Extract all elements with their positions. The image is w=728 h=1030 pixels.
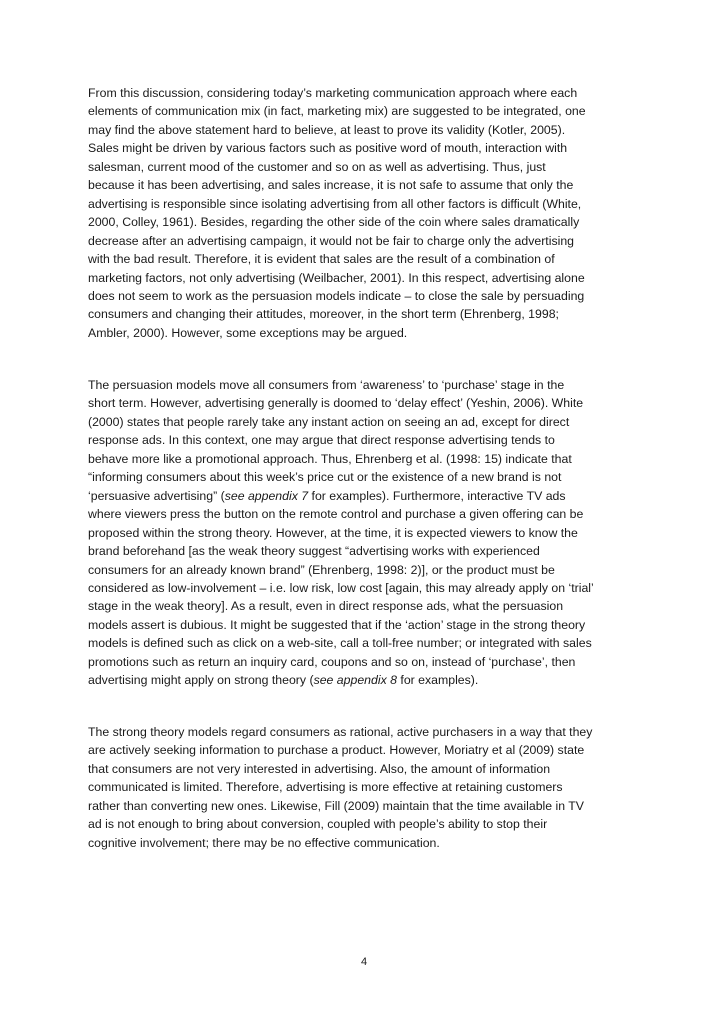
- text-line: stage in the weak theory]. As a result, even in direct response ads, what the persuasion: [88, 599, 564, 614]
- text-line: advertising is responsible since isolating advertising from all other factors is difficult (White,: [88, 196, 582, 211]
- text-line: because it has been advertising, and sales increase, it is not safe to assume that only the: [88, 178, 574, 193]
- text-line: that consumers are not very interested in advertising. Also, the amount of information: [88, 761, 551, 776]
- paragraph-strong-theory: [88, 723, 648, 852]
- text-line: The strong theory models regard consumers as rational, active purchasers in a way that they: [88, 725, 593, 739]
- text-line: Ambler, 2000). However, some exceptions may be argued.: [88, 325, 408, 340]
- text-line: response ads. In this context, one may argue that direct response advertising tends to: [88, 433, 555, 448]
- text-line: rather than converting new ones. Likewise, Fill (2009) maintain that the time available in TV: [88, 798, 585, 813]
- text-line: “informing consumers about this week’s price cut or the existence of a new brand is not: [88, 470, 562, 485]
- text-run: advertising might apply on strong theory (: [88, 673, 314, 688]
- text-run: for examples). Furthermore, interactive TV ads: [308, 488, 566, 503]
- text-line: cognitive involvement; there may be no effective communication.: [88, 835, 440, 850]
- text-run: ‘persuasive advertising” (: [88, 488, 225, 503]
- text-line: consumers and changing their attitudes, moreover, in the short term (Ehrenberg, 1998;: [88, 307, 559, 322]
- text-line: [88, 671, 648, 689]
- text-line: salesman, current mood of the customer and so on as well as advertising. Thus, just: [88, 159, 546, 174]
- text-line: consumers for an already known brand” (Ehrenberg, 1998: 2)], or the product must be: [88, 562, 555, 577]
- text-line: (2000) states that people rarely take any instant action on seeing an ad, except for direct: [88, 414, 570, 429]
- text-line: does not seem to work as the persuasion models indicate – to close the sale by persuading: [88, 288, 585, 303]
- appendix-reference: see appendix 8: [313, 673, 397, 688]
- text-line: short term. However, advertising generally is doomed to ‘delay effect’ (Yeshin, 2006). White: [88, 396, 584, 411]
- text-run: for examples).: [396, 673, 479, 688]
- text-line: Sales might be driven by various factors such as positive word of mouth, interaction with: [88, 141, 568, 156]
- appendix-reference: see appendix 7: [224, 488, 309, 503]
- text-line: decrease after an advertising campaign, it would not be fair to charge only the advertising: [88, 233, 575, 248]
- text-line: marketing factors, not only advertising (Weilbacher, 2001). In this respect, advertising alone: [88, 270, 585, 285]
- text-line: brand beforehand [as the weak theory suggest “advertising works with experienced: [88, 544, 540, 559]
- text-line: elements of communication mix (in fact, marketing mix) are suggested to be integrated, one: [88, 104, 586, 119]
- text-line: From this discussion, considering today’s marketing communication approach where each: [88, 86, 578, 100]
- text-line: models assert is dubious. It might be suggested that if the ‘action’ stage in the strong theory: [88, 617, 586, 632]
- paragraph-persuasion-models: [88, 376, 648, 690]
- text-line: are actively seeking information to purchase a product. However, Moriatry et al (2009) state: [88, 743, 585, 758]
- text-line: where viewers press the button on the remote control and purchase a given offering can be: [88, 507, 584, 522]
- text-line: The persuasion models move all consumers from ‘awareness’ to ‘purchase’ stage in the: [88, 378, 565, 392]
- text-line: may find the above statement hard to believe, at least to prove its validity (Kotler, 2005).: [88, 122, 566, 137]
- text-line: [88, 487, 648, 505]
- text-line: proposed within the strong theory. However, at the time, it is expected viewers to know the: [88, 525, 578, 540]
- page-number: 4: [360, 956, 368, 968]
- text-line: 2000, Colley, 1961). Besides, regarding the other side of the coin where sales dramatically: [88, 215, 580, 230]
- text-line: behave more like a promotional approach. Thus, Ehrenberg et al. (1998: 15) indicate that: [88, 451, 572, 466]
- text-line: promotions such as return an inquiry card, coupons and so on, instead of ‘purchase’, then: [88, 654, 576, 669]
- text-line: communicated is limited. Therefore, advertising is more effective at retaining customers: [88, 780, 563, 795]
- text-line: with the bad result. Therefore, it is evident that sales are the result of a combination of: [88, 252, 555, 267]
- text-line: considered as low-involvement – i.e. low risk, low cost [again, this may already apply on ‘trial’: [88, 580, 594, 595]
- text-line: ad is not enough to bring about conversion, coupled with people’s ability to stop their: [88, 817, 548, 832]
- paragraph-sales-factors: [88, 84, 648, 342]
- text-line: models is defined such as click on a web-site, call a toll-free number; or integrated with sales: [88, 636, 592, 651]
